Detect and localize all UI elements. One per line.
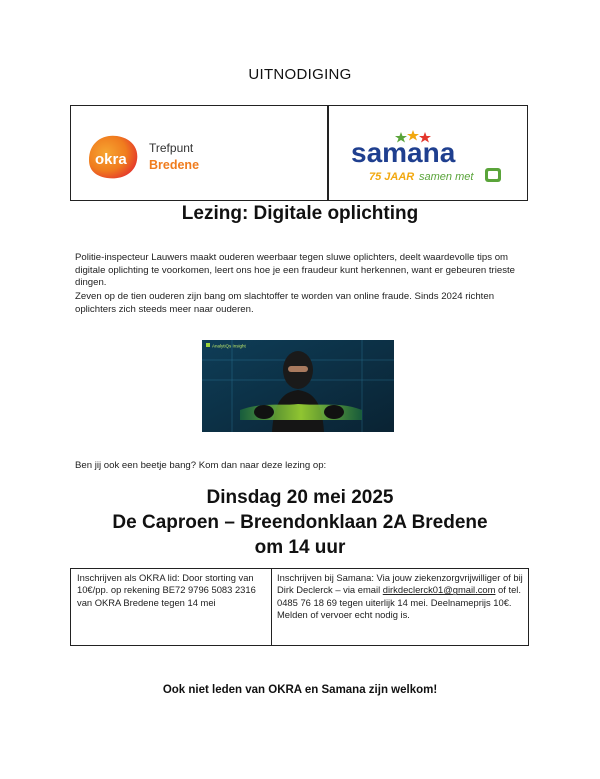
event-location: De Caproen – Breendonklaan 2A Bredene (112, 512, 488, 533)
okra-mark: okra (95, 151, 127, 168)
event-date: Dinsdag 20 mei 2025 (206, 487, 394, 508)
okra-line1: Trefpunt (149, 141, 194, 155)
samana-years: 75 JAAR (369, 171, 415, 183)
hacker-photo (202, 340, 394, 432)
samana-registration-cell (277, 572, 525, 621)
lecture-title: Lezing: Digitale oplichting (181, 203, 419, 224)
email-link[interactable]: dirkdeclerck01@gmail.com (382, 584, 496, 596)
fraud-paragraph: Zeven op de tien ouderen zijn bang om slachtoffer te worden van online fraude. Sinds 2024 richten oplichters zich steeds meer naar ouderen. (75, 291, 495, 315)
samana-registration-rest: of tel. 0485 76 18 69 tegen uiterlijk 14 mei. Deelnameprijs 10€. Melden of vervoer echt nodig is. (277, 584, 521, 620)
photo-caption: AnalytiQs Insight (212, 343, 246, 349)
okra-logo (83, 126, 223, 186)
footer-text: Ook niet leden van OKRA en Samana zijn welkom! (162, 684, 438, 696)
event-time: om 14 uur (254, 537, 346, 558)
registration-table (70, 568, 529, 646)
table-divider (271, 569, 272, 645)
logo-banner (70, 105, 528, 201)
samana-registration-intro: Inschrijven bij Samana: Via jouw ziekenzorgvrijwilliger of bij Dirk Declerck – via email (277, 572, 523, 596)
logo-divider (327, 106, 329, 200)
question-text: Ben jij ook een beetje bang? Kom dan naar deze lezing op: (75, 460, 327, 471)
okra-registration-cell: Inschrijven als OKRA lid: Door storting van 10€/pp. op rekening BE72 9796 5083 2316 van OKRA Bredene tegen 14 mei (77, 572, 256, 608)
okra-line2: Bredene (149, 158, 200, 172)
page-heading: UITNODIGING (248, 66, 352, 83)
samana-tagline: samen met (419, 171, 474, 183)
samana-logo (349, 128, 509, 186)
intro-paragraph: Politie-inspecteur Lauwers maakt ouderen weerbaar tegen sluwe oplichters, deelt waardevolle tips om digitale oplichting te voorkomen, leert ons hoe je een fraudeur kunt herkennen, want er gebeuren trieste dingen. (75, 252, 515, 288)
samana-wordmark: samana (351, 137, 456, 168)
